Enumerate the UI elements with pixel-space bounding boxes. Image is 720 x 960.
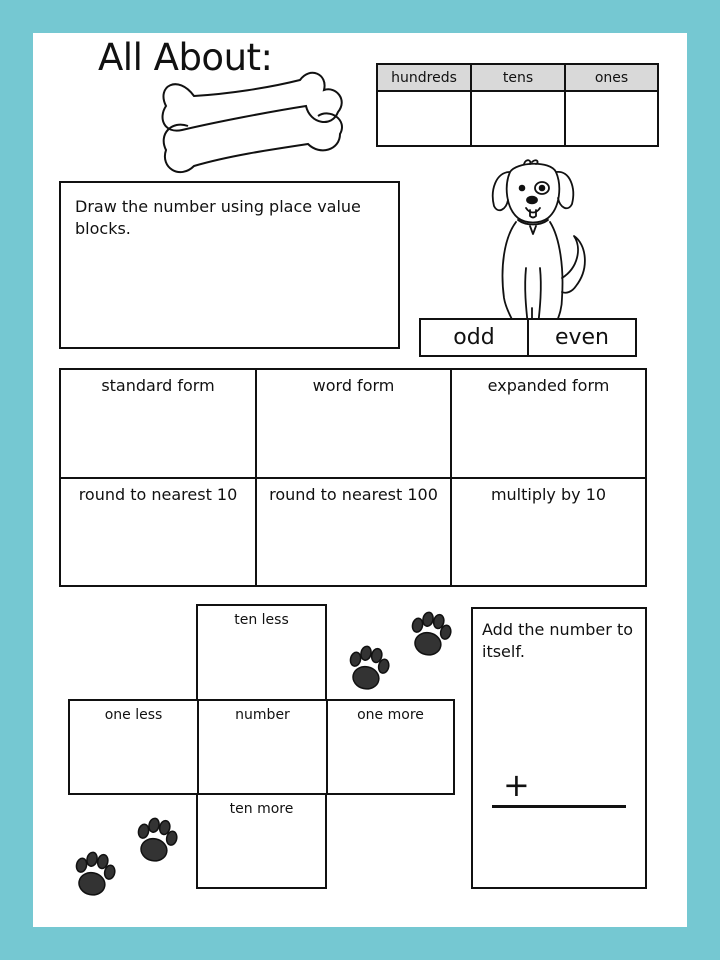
draw-number-box[interactable] [59, 181, 400, 349]
expanded-form-label: expanded form [487, 376, 610, 395]
ten-more-label: ten more [229, 801, 294, 817]
page-title: All About: [98, 36, 273, 79]
round-nearest-10-label: round to nearest 10 [78, 485, 238, 504]
multiply-by-10-label: multiply by 10 [490, 485, 607, 504]
number-forms-grid [59, 368, 647, 587]
header-ones: ones [594, 70, 629, 86]
odd-even-selector [419, 318, 637, 357]
paw-print-icon [400, 602, 460, 662]
ten-less-label: ten less [234, 612, 289, 628]
ten-less-cell[interactable] [196, 604, 327, 701]
header-hundreds: hundreds [391, 70, 457, 86]
round-nearest-100-label: round to nearest 100 [269, 485, 438, 504]
divider [61, 477, 645, 479]
one-more-label: one more [357, 707, 424, 723]
number-label: number [235, 707, 290, 723]
plus-sign: + [503, 766, 530, 804]
dog-icon [486, 158, 596, 334]
standard-form-label: standard form [101, 376, 215, 395]
odd-option[interactable]: odd [453, 325, 495, 350]
paw-print-icon [126, 808, 186, 868]
sum-line [492, 805, 626, 808]
paw-print-icon [64, 842, 124, 902]
cross-middle-row [68, 699, 455, 795]
paw-print-icon [338, 636, 398, 696]
draw-prompt: Draw the number using place value blocks. [75, 197, 361, 238]
header-tens: tens [502, 70, 534, 86]
place-value-table [376, 63, 659, 147]
word-form-label: word form [312, 376, 395, 395]
add-prompt: Add the number to itself. [482, 620, 633, 661]
bone-icon [158, 58, 348, 182]
add-number-box[interactable] [471, 607, 647, 889]
even-option[interactable]: even [554, 325, 610, 350]
ones-answer-cell[interactable] [566, 92, 657, 145]
hundreds-answer-cell[interactable] [378, 92, 470, 145]
one-less-label: one less [104, 707, 163, 723]
tens-answer-cell[interactable] [472, 92, 564, 145]
ten-more-cell[interactable] [196, 793, 327, 889]
